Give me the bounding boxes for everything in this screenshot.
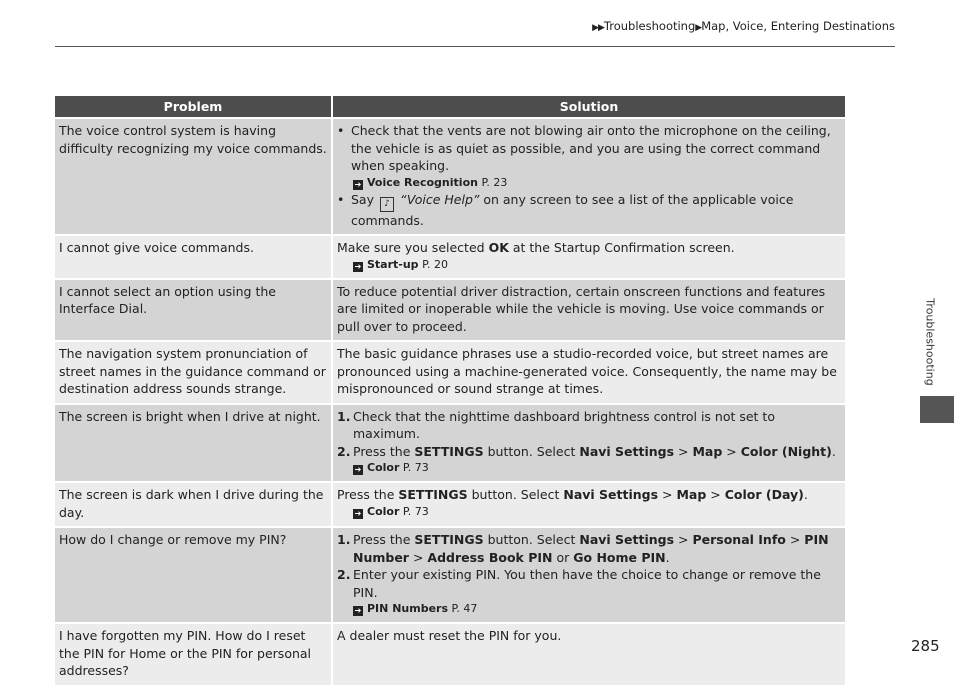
column-header-solution: Solution — [332, 96, 845, 118]
breadcrumb-section: Troubleshooting — [603, 19, 696, 33]
problem-cell: The navigation system pronunciation of street names in the guidance command or destination address sounds strange. — [55, 341, 332, 404]
double-arrow-icon: ▶▶ — [592, 23, 604, 33]
solution-step: 2. Press the SETTINGS button. Select Navi Settings > Map > Color (Night). — [337, 443, 836, 459]
solution-step: 1. Press the SETTINGS button. Select Navi Settings > Personal Info > PIN Number > Address Book PIN or Go Home PIN. — [337, 532, 829, 565]
solution-cell: A dealer must reset the PIN for you. — [332, 623, 845, 685]
problem-cell: The screen is dark when I drive during the day. — [55, 482, 332, 527]
problem-cell: I cannot give voice commands. — [55, 235, 332, 279]
talk-button-icon: ♪ — [380, 197, 394, 212]
problem-cell: How do I change or remove my PIN? — [55, 527, 332, 623]
table-row — [55, 118, 845, 235]
reference-arrow-icon: ➔ — [354, 606, 362, 615]
table-row — [55, 623, 845, 685]
breadcrumb-page: Map, Voice, Entering Destinations — [701, 19, 895, 33]
page-number: 285 — [911, 637, 940, 655]
reference-arrow-icon: ➔ — [354, 261, 362, 271]
solution-cell: To reduce potential driver distraction, certain onscreen functions and features are limited or inoperable while the vehicle is moving. Use voice commands or pull over to proceed. — [332, 279, 845, 342]
arrow-icon: ▶ — [695, 23, 702, 33]
cross-reference[interactable]: ➔ PIN Numbers P. 47 — [354, 602, 478, 615]
reference-arrow-icon: ➔ — [354, 179, 362, 189]
bullet-icon: • — [337, 191, 345, 207]
problem-cell: I have forgotten my PIN. How do I reset the PIN for Home or the PIN for personal addresses? — [55, 623, 332, 685]
column-header-problem: Problem — [55, 96, 332, 118]
cross-reference[interactable]: ➔ Start-up P. 20 — [354, 257, 448, 271]
problem-cell: The voice control system is having difficulty recognizing my voice commands. — [55, 118, 332, 235]
problem-cell: I cannot select an option using the Interface Dial. — [55, 279, 332, 342]
table-row — [55, 482, 845, 527]
reference-arrow-icon: ➔ — [354, 465, 362, 474]
cross-reference[interactable]: ➔ Color P. 73 — [354, 461, 429, 474]
table-header-row — [55, 96, 845, 118]
solution-cell: Press the SETTINGS button. Select Navi Settings > Map > Color (Day). ➔ Color P. 73 — [332, 482, 845, 527]
table-row — [55, 341, 845, 404]
solution-cell: Make sure you selected OK at the Startup Confirmation screen. ➔ Start-up P. 20 — [332, 235, 845, 279]
breadcrumb — [592, 19, 895, 33]
cross-reference[interactable]: ➔ Voice Recognition P. 23 — [354, 175, 508, 189]
solution-cell — [332, 118, 845, 235]
table-row — [55, 527, 845, 623]
solution-cell — [332, 527, 845, 623]
table-row — [55, 235, 845, 279]
solution-step: 2. Enter your existing PIN. You then have the choice to change or remove the PIN. — [337, 567, 821, 600]
troubleshooting-table — [55, 96, 845, 685]
bullet-icon: • — [337, 123, 345, 138]
header-rule — [55, 46, 895, 47]
solution-bullet: • Check that the vents are not blowing air onto the microphone on the ceiling, the vehicle is as quiet as possible, and you are using the correct command when speaking. — [337, 123, 831, 173]
solution-cell — [332, 404, 845, 483]
solution-bullet: • Say ♪ “Voice Help” on any screen to see a list of the applicable voice commands. — [337, 191, 794, 228]
section-tab — [920, 396, 954, 423]
solution-cell: The basic guidance phrases use a studio-recorded voice, but street names are pronounced using a machine-generated voice. Consequently, the name may be mispronounced or sound strange at times. — [332, 341, 845, 404]
problem-cell: The screen is bright when I drive at night. — [55, 404, 332, 483]
table-row — [55, 404, 845, 483]
reference-arrow-icon: ➔ — [354, 508, 362, 518]
table-row — [55, 279, 845, 342]
cross-reference[interactable]: ➔ Color P. 73 — [354, 504, 429, 518]
section-side-label: Troubleshooting — [923, 298, 937, 386]
solution-step: 1. Check that the nighttime dashboard brightness control is not set to maximum. — [337, 408, 775, 441]
